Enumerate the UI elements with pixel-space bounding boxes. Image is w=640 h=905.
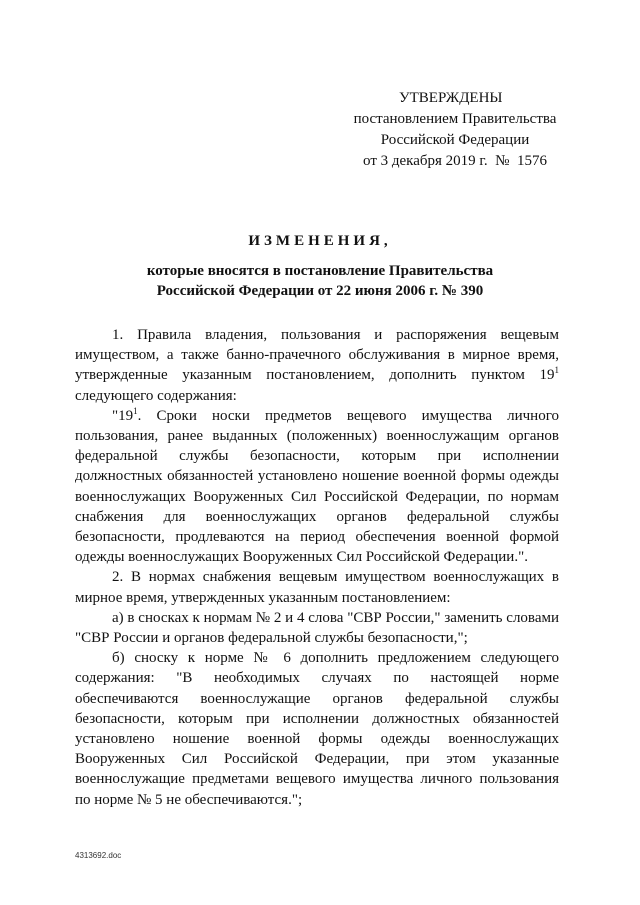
approval-date-number: от 3 декабря 2019 г. № 1576 [363,153,547,169]
approval-line: постановлением Правительства [353,111,557,127]
paragraph-text: "19 [112,407,134,424]
paragraph-4: а) в сносках к нормам № 2 и 4 слова "СВР России," заменить словами "СВР России и органов федеральной службы безопасности,"; [75,609,559,647]
paragraph-2 [75,406,559,568]
superscript: 1 [554,365,559,376]
paragraph-1 [75,325,559,406]
paragraph-text: следующего содержания: [75,387,237,404]
document-body [75,325,559,810]
paragraph-3: 2. В нормах снабжения вещевым имуществом военнослужащих в мирное время, утвержденных указанным постановлением: [75,569,559,606]
superscript: 1 [133,405,138,416]
document-subtitle [0,261,640,301]
approval-line: Российской Федерации [380,132,530,148]
document-title: ИЗМЕНЕНИЯ, [248,233,392,249]
subtitle-line: которые вносятся в постановление Правительства [146,263,494,279]
paragraph-text: 1. Правила владения, пользования и распоряжения вещевым имуществом, а также банно-прачечного обслуживания в мирное время, утвержденные указанным постановлением, дополнить пунктом 19 [75,327,559,384]
paragraph-text: . Сроки носки предметов вещевого имущества личного пользования, ранее выданных (положенных) военнослужащим органов федеральной службы безопасности, которым при исполнении должностных обязанностей установлено ношение военной формы одежды военнослужащих Вооруженных Сил Российской Федерации, по нормам снабжения для военнослужащих органов федеральной службы безопасности, продлеваются на период обеспечения военной формой одежды военнослужащих Вооруженных Сил Российской Федерации.". [75,407,559,566]
subtitle-line: Российской Федерации от 22 июня 2006 г. № 390 [156,283,484,299]
approval-block [340,88,570,172]
approval-heading: УТВЕРЖДЕНЫ [399,90,503,106]
file-name-footer: 4313692.doc [75,851,122,860]
paragraph-5: б) сноску к норме № 6 дополнить предложением следующего содержания: "В необходимых случаях по настоящей норме обеспечиваются военнослужащие органов федеральной службы безопасности, которым при исполнении должностных обязанностей установлено ношение военной формы одежды военнослужащих Вооруженных Сил Российской Федерации, при этом указанные военнослужащие предметами вещевого имущества личного пользования по норме № 5 не обеспечиваются."; [75,650,559,808]
